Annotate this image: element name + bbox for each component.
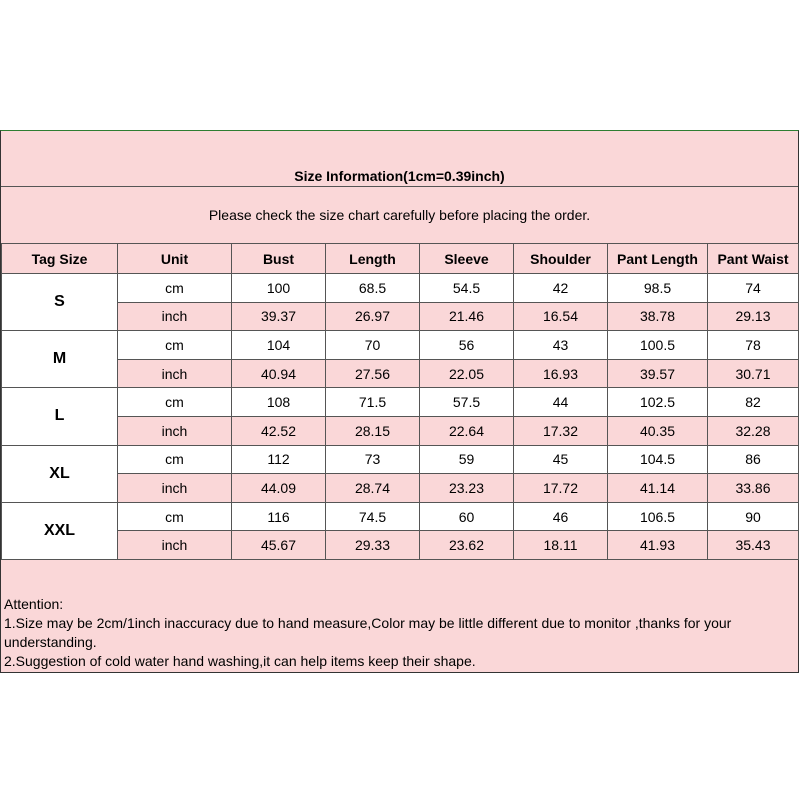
measurement-cell: 59: [420, 445, 514, 474]
measurement-cell: 57.5: [420, 388, 514, 417]
measurement-cell: 90: [708, 502, 799, 531]
measurement-cell: 54.5: [420, 274, 514, 303]
measurement-cell: 74.5: [326, 502, 420, 531]
tag-size-cell: M: [2, 331, 118, 388]
table-row: [2, 331, 799, 360]
notes-heading: Attention:: [4, 596, 64, 612]
unit-cell: cm: [118, 388, 232, 417]
header-cell: Shoulder: [514, 244, 608, 274]
measurement-cell: 38.78: [608, 302, 708, 331]
table-row: [2, 416, 799, 445]
measurement-cell: 39.57: [608, 359, 708, 388]
measurement-cell: 71.5: [326, 388, 420, 417]
measurement-cell: 44: [514, 388, 608, 417]
measurement-cell: 35.43: [708, 531, 799, 560]
header-cell: Tag Size: [2, 244, 118, 274]
measurement-cell: 116: [232, 502, 326, 531]
unit-cell: inch: [118, 302, 232, 331]
measurement-cell: 16.54: [514, 302, 608, 331]
measurement-cell: 29.13: [708, 302, 799, 331]
measurement-cell: 46: [514, 502, 608, 531]
measurement-cell: 78: [708, 331, 799, 360]
attention-notes: [4, 595, 794, 671]
measurement-cell: 45.67: [232, 531, 326, 560]
header-cell: Pant Waist: [708, 244, 799, 274]
measurement-cell: 56: [420, 331, 514, 360]
tag-size-cell: L: [2, 388, 118, 445]
measurement-cell: 33.86: [708, 474, 799, 503]
chart-subtitle: Please check the size chart carefully before placing the order.: [208, 207, 591, 223]
measurement-cell: 74: [708, 274, 799, 303]
header-cell: Sleeve: [420, 244, 514, 274]
measurement-cell: 86: [708, 445, 799, 474]
measurement-cell: 45: [514, 445, 608, 474]
table-row: [2, 274, 799, 303]
unit-cell: inch: [118, 359, 232, 388]
measurement-cell: 27.56: [326, 359, 420, 388]
header-cell: Length: [326, 244, 420, 274]
measurement-cell: 100.5: [608, 331, 708, 360]
table-row: [2, 302, 799, 331]
unit-cell: cm: [118, 445, 232, 474]
measurement-cell: 21.46: [420, 302, 514, 331]
size-chart: [0, 130, 799, 673]
measurement-cell: 40.35: [608, 416, 708, 445]
measurement-cell: 100: [232, 274, 326, 303]
unit-cell: cm: [118, 331, 232, 360]
header-cell: Pant Length: [608, 244, 708, 274]
measurement-cell: 112: [232, 445, 326, 474]
chart-title: Size Information(1cm=0.39inch): [1, 131, 798, 187]
measurement-cell: 26.97: [326, 302, 420, 331]
unit-cell: inch: [118, 416, 232, 445]
tag-size-cell: S: [2, 274, 118, 331]
measurement-cell: 17.72: [514, 474, 608, 503]
tag-size-cell: XL: [2, 445, 118, 502]
measurement-cell: 41.14: [608, 474, 708, 503]
note-line: 2.Suggestion of cold water hand washing,it can help items keep their shape.: [4, 653, 476, 669]
measurement-cell: 16.93: [514, 359, 608, 388]
measurement-cell: 29.33: [326, 531, 420, 560]
unit-cell: inch: [118, 474, 232, 503]
tag-size-cell: XXL: [2, 502, 118, 559]
measurement-cell: 43: [514, 331, 608, 360]
unit-cell: cm: [118, 502, 232, 531]
note-line: 1.Size may be 2cm/1inch inaccuracy due to hand measure,Color may be little different due to monitor ,thanks for your understanding.: [4, 615, 732, 650]
measurement-cell: 102.5: [608, 388, 708, 417]
measurement-cell: 73: [326, 445, 420, 474]
measurement-cell: 28.15: [326, 416, 420, 445]
measurement-cell: 108: [232, 388, 326, 417]
header-row: [2, 244, 799, 274]
measurement-cell: 104.5: [608, 445, 708, 474]
size-table: [1, 243, 799, 560]
measurement-cell: 104: [232, 331, 326, 360]
table-row: [2, 359, 799, 388]
measurement-cell: 106.5: [608, 502, 708, 531]
measurement-cell: 44.09: [232, 474, 326, 503]
measurement-cell: 39.37: [232, 302, 326, 331]
header-cell: Unit: [118, 244, 232, 274]
measurement-cell: 18.11: [514, 531, 608, 560]
measurement-cell: 30.71: [708, 359, 799, 388]
measurement-cell: 17.32: [514, 416, 608, 445]
measurement-cell: 42.52: [232, 416, 326, 445]
measurement-cell: 22.64: [420, 416, 514, 445]
unit-cell: cm: [118, 274, 232, 303]
measurement-cell: 40.94: [232, 359, 326, 388]
measurement-cell: 28.74: [326, 474, 420, 503]
table-row: [2, 502, 799, 531]
measurement-cell: 41.93: [608, 531, 708, 560]
table-row: [2, 445, 799, 474]
table-row: [2, 474, 799, 503]
measurement-cell: 68.5: [326, 274, 420, 303]
measurement-cell: 23.23: [420, 474, 514, 503]
measurement-cell: 98.5: [608, 274, 708, 303]
measurement-cell: 70: [326, 331, 420, 360]
header-cell: Bust: [232, 244, 326, 274]
measurement-cell: 60: [420, 502, 514, 531]
measurement-cell: 82: [708, 388, 799, 417]
measurement-cell: 32.28: [708, 416, 799, 445]
unit-cell: inch: [118, 531, 232, 560]
table-row: [2, 388, 799, 417]
table-row: [2, 531, 799, 560]
measurement-cell: 22.05: [420, 359, 514, 388]
measurement-cell: 23.62: [420, 531, 514, 560]
measurement-cell: 42: [514, 274, 608, 303]
